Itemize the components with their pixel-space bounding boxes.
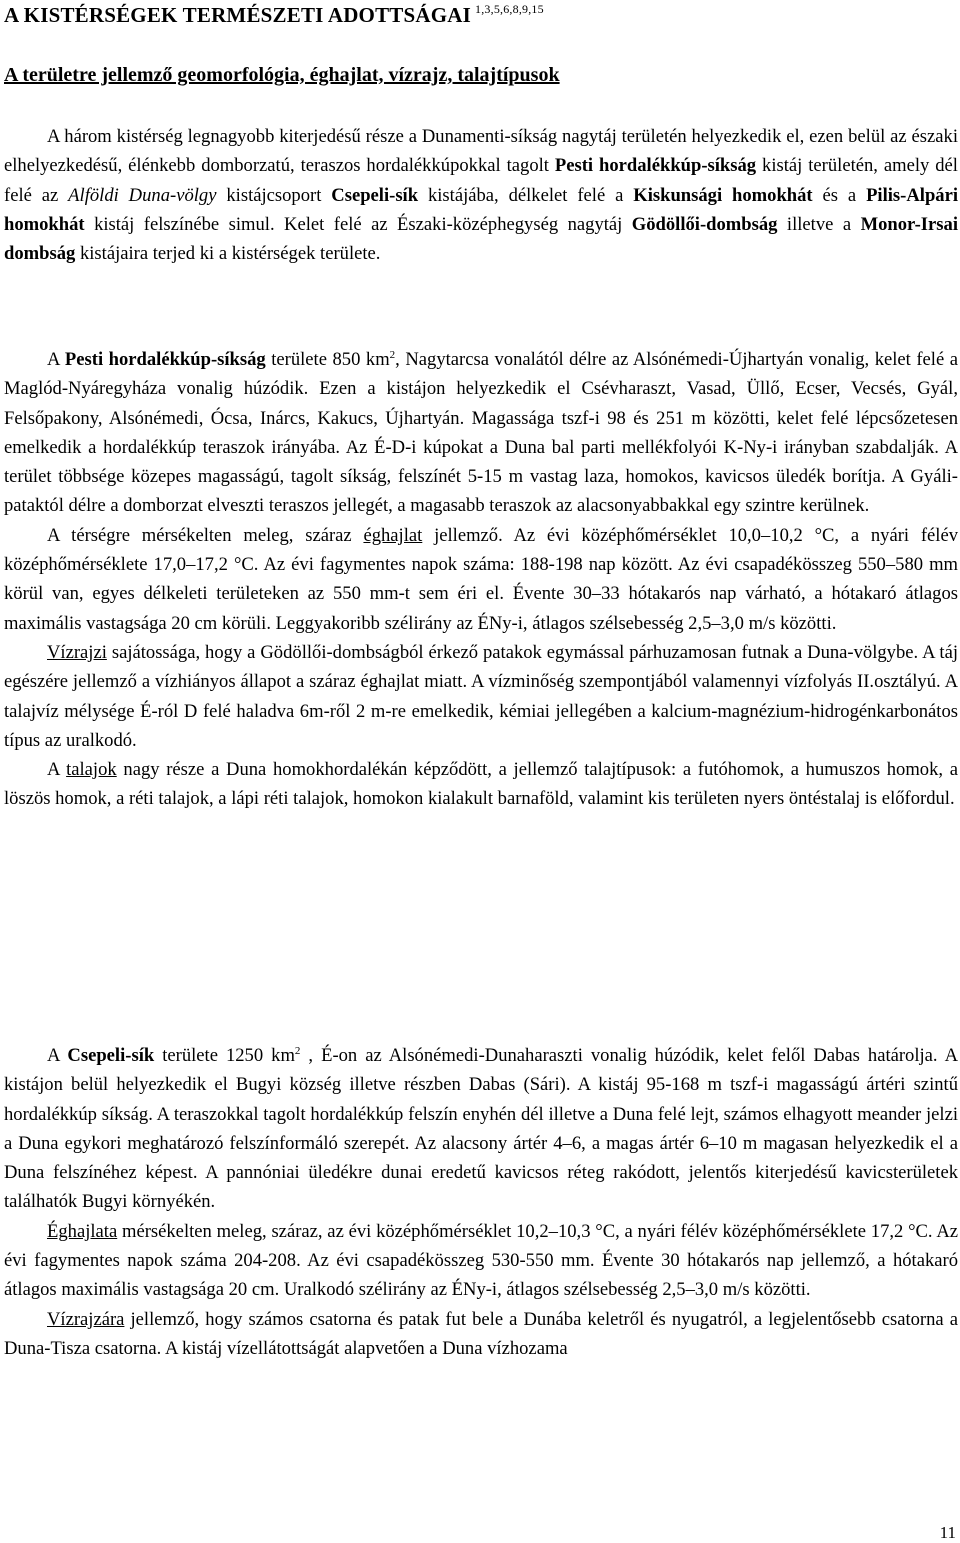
paragraph-csepeli-hydrology: Vízrajzára jellemző, hogy számos csatorna és patak fut bele a Dunába keletről és nyugatról, a legjelentősebb csatorna a Duna-Tisza csatorna. A kistáj vízellátottságát alapvetően a Duna vízhozama	[4, 1308, 958, 1359]
paragraph-pesti-soils: A talajok nagy része a Duna homokhordalékán képződött, a jellemző talajtípusok: a futóhomok, a humuszos homok, a löszös homok, a réti talajok, a lápi réti talajok, homokon kialakult barnaföld, valamint kis területen nyers öntéstalaj is előfordul.	[4, 759, 958, 810]
section-subtitle: A területre jellemző geomorfológia, éghajlat, vízrajz, talajtípusok	[4, 64, 560, 86]
paragraph-csepeli-relief: A Csepeli-sík területe 1250 $km^2$ , É-on az Alsónémedi-Dunaharaszti vonalig húzódik, kelet felől Dabas határolja. A kistájon belül helyezkedik el Bugyi község illetve részben Dabas (Sári). A kistáj 95-168 m tszf-i magasságú ártéri szintű hordalékkúp síkság. A teraszokkal tagolt hordalékkúp felszín enyhén dél illetve a Duna felé lejt, számos elhagyott meander jelzi a Duna egykori meghatározó felszínformáló szerepét. Az alacsony ártér 4–6, a magas ártér 6–10 m magasan helyezkedik el a Duna felszínéhez képest. A pannóniai üledékre dunai eredetű kavicsos réteg rakódott, jelentős kiterjedésű kavicsterületek találhatók Bugyi környékén.	[4, 1045, 958, 1213]
paragraph-pesti-climate: A térségre mérsékelten meleg, száraz éghajlat jellemző. Az évi középhőmérséklet 10,0–10,2 °C, a nyári félév középhőmérséklete 17,0–17,2 °C. Az évi fagymentes napok száma: 188-198 nap között. Az évi csapadékösszeg 550–580 mm körül van, egyes délkeleti területeken az 550 mm-t sem éri el. Évente 30–33 hótakarós nap várható, a hótakaró átlagos maximális vastagsága 20 cm körüli. Leggyakoribb szélirány az ÉNy-i, átlagos szélsebesség 2,5–3,0 m/s közötti.	[4, 524, 958, 634]
csepeli-section	[4, 1041, 958, 1363]
intro-block	[4, 122, 958, 268]
title-references: 1,3,5,6,8,9,15	[475, 2, 544, 16]
page-number: 11	[939, 1523, 956, 1542]
title-text: A KISTÉRSÉGEK TERMÉSZETI ADOTTSÁGAI	[4, 3, 472, 27]
paragraph-pesti-hydrology: Vízrajzi sajátossága, hogy a Gödöllői-dombságból érkező patakok egymással párhuzamosan futnak a Duna-völgybe. A táj egészére jellemző a vízhiányos állapot a száraz éghajlat miatt. A vízminőség szempontjából valamennyi vízfolyás II.osztályú. A talajvíz mélysége É-ról D felé haladva 6m-ről 2 m-re emelkedik, kémiai jellegében a kalcium-magnézium-hidrogénkarbonátos típus az uralkodó.	[4, 641, 958, 751]
pesti-section	[4, 345, 958, 814]
page-title	[4, 2, 544, 28]
paragraph-geomorphology: A három kistérség legnagyobb kiterjedésű része a Dunamenti-síkság nagytáj területén helyezkedik el, ezen belül az északi elhelyezkedésű, élénkebb domborzatú, teraszos hordalékkúpokkal tagolt Pesti hordalékkúp-síkság kistáj területén, amely dél felé az Alföldi Duna-völgy kistájcsoport Csepeli-sík kistájába, délkelet felé a Kiskunsági homokhát és a Pilis-Alpári homokhát kistáj felszínébe simul. Kelet felé az Északi-középhegység nagytáj Gödöllői-dombság illetve a Monor-Irsai dombság kistájaira terjed ki a kistérségek területe.	[4, 126, 958, 265]
paragraph-csepeli-climate: Éghajlata mérsékelten meleg, száraz, az évi középhőmérséklet 10,2–10,3 °C, a nyári félév középhőmérséklete 17,2 °C. Az évi fagymentes napok száma 204-208. Az évi csapadékösszeg 530-550 mm. Évente 30 hótakarós nap jellemző, a hótakaró átlagos maximális vastagsága 20 cm. Uralkodó szélirány az ÉNy-i, átlagos szélsebesség 2,5–3,0 m/s közötti.	[4, 1220, 958, 1301]
paragraph-pesti-relief: A Pesti hordalékkúp-síkság területe 850 $km^2$, Nagytarcsa vonalától délre az Alsónémedi-Újhartyán vonalig, kelet felé a Maglód-Nyáregyháza vonalig húzódik. Ezen a kistájon helyezkedik el Csévharaszt, Vasad, Üllő, Ecser, Vecsés, Gyál, Felsőpakony, Alsónémedi, Ócsa, Inárcs, Kakucs, Újhartyán. Magassága tszf-i 98 és 251 m közötti, kelet felé lépcsőzetesen emelkedik a hordalékkúp teraszok irányába. Az É-D-i kúpokat a Duna bal parti mellékfolyói K-Ny-i irányban szabdalják. A terület többsége közepes magasságú, tagolt síkság, felszínét 5-15 m vastag laza, homokos, kavicsos üledék borítja. A Gyáli-pataktól délre a domborzat elveszti teraszos jellegét, a magasabb teraszok az alacsonyabbakkal egy szintre kerülnek.	[4, 349, 958, 517]
